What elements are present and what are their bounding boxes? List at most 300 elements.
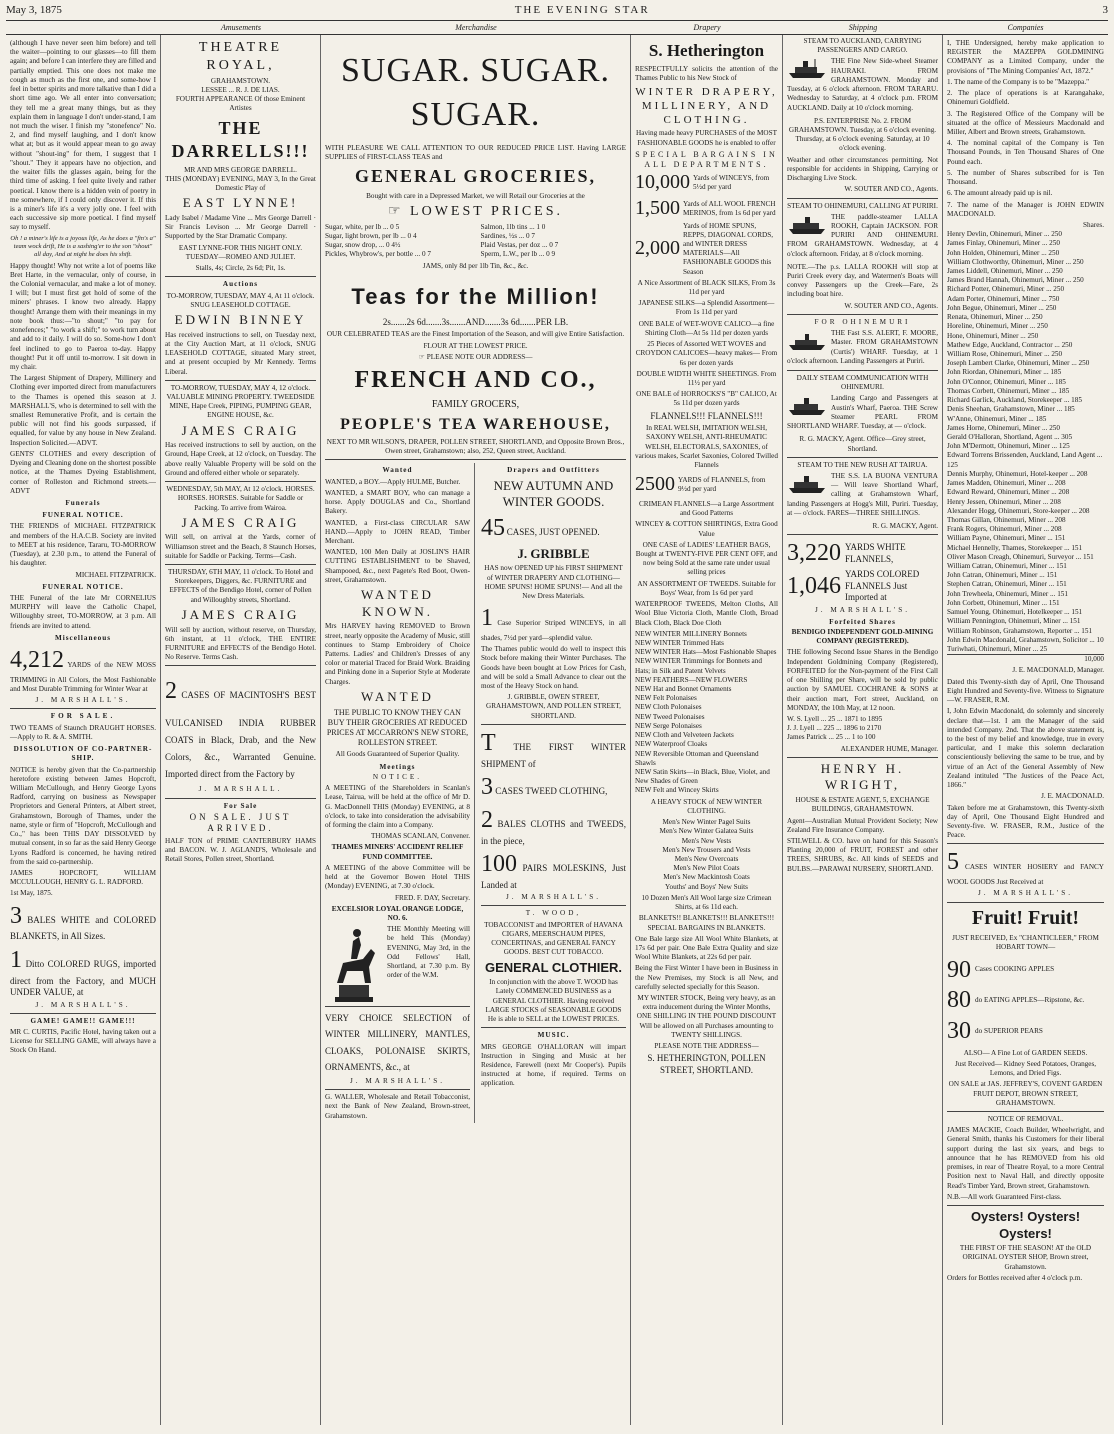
flannels-yards: 2500 bbox=[635, 473, 675, 496]
story-text: (although I have never seen him before) and tell the waiter—pointing to our glasses—to fill them again; and before I can interfere they are filled and partially emptied. This one does not make me cough as much as the first one, and some-how I feel in better spirits and more talkative than I did a short time ago. We all enter into conversation; they tell me a great many things, but as they explain them in language I don't under-stand, I am not much the wiser. I finish my "stonefence" No. 2, and find myself laughing, and I don't know what at; but as it would appear mean to go away without "shout-ing" for them, I suggest that I "shout." They it appears have no objection, and the waiter fills the glasses again, being for the third time of asking. I feel quite lively and rather poetical. I know there is a hidden vein of poetry in me somewhere, if I could only discover it. If this is a miner's life it's a very jolly one. I feel with each successive sip more poetical. I find myself say to myself. bbox=[10, 39, 156, 232]
price-row: Sardines, ½s ... 0 7 bbox=[480, 231, 536, 240]
advert-drapery: The Largest Shipment of Drapery, Millinery and Clothing ever imported direct from manufacturers to the Thames is opened this season at J. MARSHALL'S, who is determined to sell with the smallest Remunerative Profit, and is certain the public will not find his goods surpassed, if equalled, for value by any house in New Zealand. Inspection Solicited.—ADVT. bbox=[10, 374, 156, 447]
auctioneer-craig-2: JAMES CRAIG bbox=[181, 514, 300, 530]
shareholder-row: Richard Potter, Ohinemuri, Miner ... 250 bbox=[947, 285, 1065, 294]
auckland-agents: W. SOUTER AND CO., Agents. bbox=[844, 185, 938, 194]
list-item: 3. The Registered Office of the Company will be situated at the office of Messieurs Macdonald and Miller, Albert and Brown streets, Grahamstown. bbox=[947, 109, 1104, 136]
groceries-bought: Bought with care in a Depressed Market, we will Retail our Groceries at the bbox=[366, 191, 585, 200]
ditto-rugs: Ditto COLORED RUGS, imported direct from the Factory, and MUCH UNDER VALUE, at bbox=[10, 958, 156, 998]
moleskins: PAIRS MOLESKINS, Just Landed at bbox=[481, 863, 626, 890]
removal-heading: NOTICE OF REMOVAL. bbox=[987, 1115, 1064, 1124]
price-row: Plaid Vestas, per doz ... 0 7 bbox=[480, 241, 559, 250]
pearl-schedule: Landing Cargo and Passengers at Austin's Wharf, Paeroa. THE Screw Steamer PEARL FROM SHORTLAND WHARF. Tuesday, at — o'clock. bbox=[787, 394, 938, 431]
wood-name: T. WOOD, bbox=[525, 909, 582, 918]
declaration: I, John Edwin Macdonald, do solemnly and sincerely declare that—1st. I am the Manager of the said intended Company. 2nd. That the above statement is, to the best of my belief and knowledge, true in every particular, and I make this solemn declaration conscientiously believing the same to be true, and by virtue of an Act of the General Assembly of New Zealand intituled "The Justices of the Peace Act, 1866." bbox=[947, 707, 1104, 790]
buona-ventura-agent: R. G. MACKY, Agent. bbox=[872, 522, 938, 531]
col3-split bbox=[325, 463, 626, 1122]
wanted-heading: Wanted bbox=[382, 466, 413, 475]
shareholder-row: Adam Porter, Ohinemuri, Miner ... 750 bbox=[947, 294, 1060, 303]
winter-stock-discount: MY WINTER STOCK, Being very heavy, as an extra inducement during the Winter Months, ONE SHILLING IN THE POUND DISCOUNT Will be allowed on all Purchases amounting to TWENTY SHILLINGS. bbox=[636, 994, 777, 1039]
on-sale: ON SALE. JUST ARRIVED. bbox=[189, 811, 292, 834]
shirtings: WINCEY & COTTON SHIRTINGS, Extra Good Value bbox=[635, 520, 778, 538]
steamship-icon bbox=[787, 57, 827, 79]
blankets-bargains: SPECIAL BARGAINS IN BLANKETS. bbox=[647, 923, 766, 932]
waller-tobacconist: G. WALLER, Wholesale and Retail Tobacconist, next the Bank of New Zealand, Brown-street, Grahamstown. bbox=[325, 1093, 470, 1120]
shareholder-row: Thomas Gillan, Ohinemuri, Miner ... 208 bbox=[947, 515, 1066, 524]
list-item: 30 do SUPERIOR PEARS bbox=[947, 1018, 1043, 1044]
auction-1-when: TO-MORROW, TUESDAY, MAY 4, At 11 o'clock. SNUG LEASEHOLD COTTAGE. bbox=[166, 291, 315, 309]
page-number: 3 bbox=[1102, 4, 1108, 16]
daily-steam-heading: DAILY STEAM COMMUNICATION WITH OHINEMURI. bbox=[796, 374, 929, 392]
steamship-icon bbox=[787, 213, 827, 235]
colored-flannels-yards: 1,046 bbox=[787, 572, 841, 599]
shareholder-row: Stephen Catran, Ohinemuri, Miner ... 151 bbox=[947, 580, 1067, 589]
bales-cloths: BALES CLOTHS and TWEEDS, in the piece, bbox=[481, 818, 626, 846]
calico: ONE BALE of WET-WOVE CALICO—a fine Shirting Cloth—At 5s 11d per dozen yards bbox=[638, 319, 775, 337]
pearl-agent: R. G. MACKY, Agent. Office—Grey street, Shortland. bbox=[799, 435, 926, 453]
address-note: PLEASE NOTE THE ADDRESS— bbox=[654, 1042, 759, 1051]
for-sale-horses: TWO TEAMS of Staunch DRAUGHT HORSES.—Apply to R. & A. SMITH. bbox=[10, 723, 156, 741]
list-item: 4. The nominal capital of the Company is Ten Thousand Pounds, in Ten Thousand Shares of One Pound each. bbox=[947, 139, 1104, 166]
price-row: Salmon, 1lb tins ... 1 0 bbox=[480, 222, 546, 231]
shareholder-row: Oliver Mason Creagh, Ohinemuri, Surveyor ... 151 bbox=[947, 552, 1094, 561]
manager-signature: J. E. MACDONALD, Manager. bbox=[1012, 666, 1104, 675]
mazeppa-items bbox=[947, 78, 1104, 219]
list-item: Men's New Mackintosh Coats bbox=[663, 873, 750, 882]
oysters-headline: Oysters! Oysters! Oysters! bbox=[970, 1209, 1081, 1241]
drapers-outfitters-heading: Drapers and Outfitters bbox=[507, 466, 600, 475]
double-width: DOUBLE WIDTH WHITE SHEETINGS. From 11½ per yard bbox=[636, 369, 777, 388]
cases-opened: CASES, JUST OPENED. bbox=[506, 526, 600, 537]
list-item: 7. The name of the Manager is JOHN EDWIN MACDONALD. bbox=[947, 200, 1104, 218]
darrells-heading: THE DARRELLS!!! bbox=[171, 117, 310, 161]
groceries-heading: GENERAL GROCERIES, bbox=[354, 166, 597, 187]
list-item: NEW FEATHERS—NEW FLOWERS bbox=[635, 675, 748, 684]
peoples-tea-warehouse: PEOPLE'S TEA WAREHOUSE, bbox=[340, 415, 611, 433]
wright-details: HOUSE & ESTATE AGENT, 5, EXCHANGE BUILDINGS, GRAHAMSTOWN. bbox=[795, 796, 930, 814]
shareholder-row: Renata, Ohinemuri, Miner ... 250 bbox=[947, 313, 1043, 322]
wanted-known-text: Mrs HARVEY having REMOVED to Brown street, nearly opposite the Academy of Music, still continues to Stamp Embroidery of Choice Patterns. Ladies' and Children's Dresses of any color or material Traced for Braid Work. Braiding and Pinking done in a Superior Style at Moderate Charges. bbox=[325, 622, 470, 686]
advert-dyeing: GENTS' CLOTHES and every description of Dyeing and Cleaning done on the shortest possible notice, at the Thames Dyeing Establishment, corner of Rolleston and Richmond streets.—ADVT bbox=[10, 449, 156, 495]
wanted-boy: WANTED, a BOY.—Apply HULME, Butcher. bbox=[325, 477, 461, 486]
steamship-icon bbox=[787, 472, 827, 494]
oysters-shop: THE FIRST OF THE SEASON! AT the OLD ORIGINAL OYSTER SHOP, Brown street, Grahamstown. bbox=[959, 1244, 1092, 1271]
verse: Oh ! a miner's life is a joyous life, As he does a "fin's a" team wock drift, He is a sashing'er to the son "shout" all day, And at night he does his shift. bbox=[10, 234, 156, 259]
shareholder-row: Henry Jessen, Ohinemuri, Miner ... 208 bbox=[947, 497, 1061, 506]
list-item: 5. The number of Shares subscribed for is Ten Thousand. bbox=[947, 168, 1104, 187]
millinery-selection: VERY CHOICE SELECTION of WINTER MILLINERY, MANTLES, CLOAKS, POLONAISE SKIRTS, ORNAMENTS, &c., at bbox=[325, 1013, 470, 1072]
list-item: Men's New Overcoats bbox=[674, 854, 739, 863]
column-4 bbox=[631, 35, 783, 1425]
family-grocers: FAMILY GROCERS, bbox=[431, 398, 520, 410]
wanted-column bbox=[325, 463, 475, 1122]
french-address: NEXT TO MR WILSON'S, DRAPER, POLLEN STREET, SHORTLAND, and Opposite Brown Bros., Owen street, Grahamstown; also, 252, Queen street, Auckland. bbox=[326, 438, 625, 456]
auctioneer-craig: JAMES CRAIG bbox=[181, 422, 300, 438]
jeffrey-depot: ON SALE at JAS. JEFFREY'S, COVENT GARDEN FRUIT DEPOT, BROWN STREET, GRAHAMSTOWN. bbox=[948, 1080, 1103, 1107]
game-notice: MR C. CURTIS, Pacific Hotel, having taken out a License for SELLING GAME, will always have a Stock On Hand. bbox=[10, 1028, 156, 1055]
white-flannels-yards: 3,220 bbox=[787, 540, 841, 567]
shareholder-row: John Holden, Ohinemuri, Miner ... 250 bbox=[947, 248, 1060, 257]
misc-quantity: 4,212 bbox=[10, 647, 64, 674]
bales-signature: J. MARSHALL'S. bbox=[35, 1000, 131, 1009]
gribble-winceys: Case Superior Striped WINCEYS, in all shades, 7½d per yard—splendid value. bbox=[481, 619, 626, 642]
shareholder-row: Horeline, Ohinemuri, Miner ... 250 bbox=[947, 322, 1048, 331]
new-items-list bbox=[635, 630, 778, 796]
wet-woves: 25 Pieces of Assorted WET WOVES and CROYDON CALICOES—heavy makes— From 6s per dozen yards bbox=[635, 340, 778, 367]
section-amusements: Amusements bbox=[221, 23, 261, 32]
merinos-yards: 1,500 bbox=[635, 196, 680, 219]
newspaper-title: THE EVENING STAR bbox=[514, 4, 650, 16]
horrocks-calico: ONE BALE of HORROCKS'S "B" CALICO, At 5s 11d per dozen yards bbox=[636, 390, 777, 408]
price-row: Sugar, white, per lb ... 0 5 bbox=[325, 222, 400, 231]
shareholder-row: William Pennington, Ohinemuri, Miner ... 151 bbox=[947, 617, 1081, 626]
gribble-text: HAS now OPENED UP his FIRST SHIPMENT of WINTER DRAPERY AND CLOTHING— HOME SPUNS! HOME SPUNS!— And all the New Dress Materials. bbox=[484, 564, 623, 600]
shareholder-row: Alexander Hogg, Ohinemuri, Store-keeper ... 208 bbox=[947, 506, 1090, 515]
relief-signature: FRED. F. DAY, Secretary. bbox=[394, 893, 470, 902]
section-companies: Companies bbox=[1007, 23, 1044, 32]
list-item: NEW Cloth and Velveteen Jackets bbox=[635, 731, 734, 740]
darrells-names: MR AND MRS GEORGE DARRELL. bbox=[184, 165, 297, 174]
shareholder-row: Frank Rogers, Ohinemuri, Miner ... 208 bbox=[947, 525, 1062, 534]
hosiery-count: 5 bbox=[947, 849, 959, 876]
auctioneer-binney: EDWIN BINNEY bbox=[174, 312, 307, 327]
list-item: Youths' and Boys' New Suits bbox=[665, 882, 748, 891]
wanted-2: WANTED bbox=[361, 688, 434, 704]
auction-3-when: WEDNESDAY, 5th MAY, At 12 o'clock. HORSES. HORSES. HORSES. Suitable for Saddle or Packing. To arrive from Wairoa. bbox=[166, 485, 315, 512]
for-sale-heading: FOR SALE. bbox=[50, 712, 116, 721]
dated-witness: Dated this Twenty-sixth day of April, One Thousand Eight Hundred and Seventy-five. Witness to Signature—W. FRASER, R.M. bbox=[947, 677, 1104, 705]
list-item: 6. The amount already paid up is nil. bbox=[947, 189, 1053, 198]
heavy-stock: A HEAVY STOCK of NEW WINTER CLOTHING. bbox=[650, 797, 763, 815]
forfeited-shares-heading: Forfeited Shares bbox=[829, 617, 896, 626]
gribble-name: J. GRIBBLE bbox=[517, 545, 590, 561]
please-note: PLEASE NOTE OUR ADDRESS— bbox=[426, 352, 533, 361]
price-list-intro: WITH PLEASURE WE CALL ATTENTION TO OUR REDUCED PRICE LIST. Having LARGE SUPPLIES of FIRST-CLASS TEAS and bbox=[325, 144, 626, 162]
funeral-notice-heading-2: FUNERAL NOTICE. bbox=[42, 582, 124, 591]
list-item: Men's New Vests bbox=[681, 836, 732, 845]
general-clothier: GENERAL CLOTHIER. bbox=[485, 959, 622, 975]
relief-heading: THAMES MINERS' ACCIDENT RELIEF FUND COMMITTEE. bbox=[331, 843, 464, 861]
tairua-heading: STEAM TO THE NEW RUSH AT TAIRUA. bbox=[797, 460, 928, 469]
misc-signature: J. MARSHALL'S. bbox=[35, 696, 131, 705]
column-2: THEATRE ROYAL, GRAHAMSTOWN. LESSEE ... R. J. DE LIAS. FOURTH APPEARANCE Of those Eminent Artistes THE DARRELLS!!! MR AND MRS GEORGE DARRELL. THIS (MONDAY) EVENING, MAY 3, In the Great Domestic Play of EAST LYNNE! Lady Isabel / Madame Vine ... Mrs George Darrell · Sir Francis Levison ... Mr George Darrell · Supported by the Star Dramatic Company. EAST LYNNE-FOR THIS NIGHT ONLY. TUESDAY—ROMEO AND JULIET. Stalls, 4s; Circle, 2s 6d; Pit, 1s. Auctions TO-MORROW, TUESDAY, MAY 4, At 11 o'clock. SNUG LEASEHOLD COTTAGE. EDWIN BINNEY Has received instructions to sell, on Tuesday next, at the City Auction Mart, at 11 o'clock, SNUG LEASEHOLD COTTAGE, situated Mary street, and at present occupied by Mr Kennedy. Terms Liberal. TO-MORROW, TUESDAY, MAY 4, 12 o'clock. VALUABLE MINING PROPERTY. TWEEDSIDE MINE, Hape Creek, PIPING, PUMPING GEAR, ENGINE HOUSE, &c. JAMES CRAIG Has received instructions to sell by auction, on the Ground, Hape Creek, at 12 o'clock, on Tuesday. The above really Valuable Property will be sold on the Ground and offered either whole or separately. WEDNESDAY, 5th MAY, At 12 o'clock. HORSES. HORSES. HORSES. Suitable for Saddle or Packing. To arrive from Wairoa. JAMES CRAIG Will sell, on arrival at the Yards, corner of Williamson street and the Beach, 8 Staunch Horses, suitable for Saddle or Packing. Terms—Cash. THURSDAY, 6TH MAY, 11 o'clock. To Hotel and Storekeepers, Diggers, &c. FURNITURE and EFFECTS of the Bendigo Hotel, corner of Pollen and Willoughby streets, Shortland. JAMES CRAIG Will sell by auction, without reserve, on Thursday, 6th instant, at 11 o'clock, THE ENTIRE FURNITURE and EFFECTS of the Bendigo Hotel. No Reserve. Terms Cash. 2 CASES OF MACINTOSH'S BEST VULCANISED INDIA RUBBER COATS in Black, Drab, and the New Colors, &c., Warranted Genuine. Imported direct from the Factory by J. MARSHALL. For Sale ON SALE. JUST ARRIVED. HALF TON of PRIME CANTERBURY HAMS and BACON. W. J. AGLAND'S, Wholesale and Retail Stores, Pollen street, Shortland. bbox=[161, 35, 321, 1425]
removal-text: JAMES MACKIE, Coach Builder, Wheelwright, and General Smith, thanks his Customers for their liberal support during the last six years, and begs to announce that he has REMOVED from his old premises, in rear of Theatre Royal, to a more Central Position next to Naval Hall, and directly opposite Read's Timber Yard, Brown street, Grahamstown. bbox=[947, 1126, 1104, 1190]
list-item: NEW Felt Polonaises bbox=[635, 694, 697, 703]
teas-headline: Teas for the Million! bbox=[351, 283, 600, 309]
pointing-hand-icon: ☞ bbox=[418, 352, 425, 361]
for-ohinemuri-heading: FOR OHINEMURI bbox=[814, 317, 911, 326]
waterproof-tweeds: WATERPROOF TWEEDS, Melton Cloths, All Wool Blue Victoria Cloth, Mantle Cloth, Broad Black Cloth, Black Doe Cloth bbox=[635, 600, 778, 627]
section-headers bbox=[6, 21, 1108, 35]
steamship-icon bbox=[787, 329, 827, 351]
shareholder-row: Mathew Edge, Auckland, Contractor ... 250 bbox=[947, 340, 1073, 349]
forfeited-table bbox=[787, 715, 938, 743]
auction-2-when: TO-MORROW, TUESDAY, MAY 4, 12 o'clock. VALUABLE MINING PROPERTY. TWEEDSIDE MINE, Hape Creek, PIPING, PUMPING GEAR, ENGINE HOUSE, &c. bbox=[166, 383, 315, 420]
list-item: NEW WINTER Hats—Most Fashionable Shapes bbox=[635, 648, 777, 657]
drapers-column: Drapers and Outfitters NEW AUTUMN AND WINTER GOODS. 45 CASES, JUST OPENED. J. GRIBBLE HAS now OPENED UP his FIRST SHIPMENT of WINTER DRAPERY AND CLOTHING— HOME SPUNS! HOME SPUNS!— And all the New Dress Materials. 1 Case Superior Striped WINCEYS, in all shades, 7½d per yard—splendid value. The Thames public would do well to inspect this Stock before making their Winter Purchases. The Goods have been bought at Low Prices for Cash, and will be sold a Small Advance to clear out the most of the Heavy Stock on hand. J. GRIBBLE, OWEN STREET, GRAHAMSTOWN, AND POLLEN STREET, SHORTLAND. T THE FIRST WINTER SHIPMENT of 3 CASES TWEED CLOTHING, 2 BALES CLOTHS and TWEEDS, in the piece, 100 PAIRS MOLESKINS, Just Landed at J. MARSHALL'S. T. WOOD, TOBACCONIST and IMPORTER of HAVANA CIGARS, MEERSCHAUM PIPES, CONCERTINAS, and GENERAL FANCY GOODS. BEST CUT TOBACCO. GENERAL CLOTHIER. In conjunction with the above T. WOOD has Lately COMMENCED BUSINESS as a GENERAL CLOTHIER. Having received LARGE STOCKS of SEASONABLE GOODS He is able to SELL at the LOWEST PRICES. MUSIC. MRS GEORGE O'HALLORAN will impart Instruction in Singing and Music at her Residence, Farewell (next Mr Cooper's). Pupils instructed at home, if required. Terms on application. bbox=[481, 466, 626, 1088]
taken-before: Taken before me at Grahamstown, this Twenty-sixth day of April, One Thousand Eight Hundred and Seventy-five. W. FRASER, R.M., Justice of the Peace. bbox=[947, 803, 1104, 840]
shareholder-row: Michael Hennelly, Thames, Storekeeper ... 151 bbox=[947, 543, 1083, 552]
ticket-prices: Stalls, 4s; Circle, 2s 6d; Pit, 1s. bbox=[195, 264, 286, 273]
hetherington-intro: RESPECTFULLY solicits the attention of the Thames Public to his New Stock of bbox=[635, 64, 778, 82]
wanted-smart-boy: WANTED, a SMART BOY, who can manage a horse. Apply DOUGLAS and Co., Shortland Bakery. bbox=[325, 488, 470, 516]
list-item: NEW WINTER MILLINERY Bonnets bbox=[635, 629, 747, 638]
shareholder-row: Joseph Lambert Clarke, Ohinemuri, Miner ... 250 bbox=[947, 359, 1090, 368]
lodge-heading: EXCELSIOR LOYAL ORANGE LODGE, NO. 6. bbox=[331, 904, 464, 922]
dissolution-date: 1st May, 1875. bbox=[10, 889, 53, 898]
flannels-signature: J. MARSHALL'S. bbox=[814, 605, 910, 614]
price-list-left bbox=[325, 223, 471, 260]
funeral-notice-heading: FUNERAL NOTICE. bbox=[42, 511, 124, 520]
tweeds-assortment: AN ASSORTMENT OF TWEEDS. Suitable for Boys' Wear, from 1s 6d per yard bbox=[637, 579, 776, 597]
price-row: Sperm, L.W., per lb ... 0 9 bbox=[480, 250, 556, 259]
list-item: 1. The name of the Company is to be "Mazeppa." bbox=[947, 77, 1090, 86]
auckland-conditions: Weather and other circumstances permitting. Not responsible for accidents in Shipping, Carrying or Discharging Live Stock. bbox=[787, 155, 938, 183]
lowest-prices: LOWEST PRICES. bbox=[410, 203, 564, 219]
meetings-heading: Meetings bbox=[379, 762, 416, 771]
shareholder-row: John Trewheela, Ohinemuri, Miner ... 151 bbox=[947, 589, 1068, 598]
list-item: NEW Satin Skirts—in Black, Blue, Violet, and New Shades of Green bbox=[635, 768, 770, 786]
wright-agency: Agent—Australian Mutual Provident Society; New Zealand Fire Insurance Company. bbox=[787, 816, 938, 834]
tweed-clothing: CASES TWEED CLOTHING, bbox=[495, 786, 608, 797]
list-item: NEW WINTER Trimmed Hats bbox=[635, 638, 724, 647]
hams-bacon: HALF TON of PRIME CANTERBURY HAMS and BACON. W. J. AGLAND'S, Wholesale and Retail Stores, Pollen street, Shortland. bbox=[165, 836, 316, 864]
miscellaneous-heading: Miscellaneous bbox=[54, 633, 112, 642]
jams-price: JAMS, only 8d per 1lb Tin, &c., &c. bbox=[422, 261, 529, 270]
shareholder-row: William Robinson, Grahamstown, Reporter ... 151 bbox=[947, 626, 1093, 635]
shareholder-row: William Payne, Ohinemuri, Miner ... 151 bbox=[947, 534, 1066, 543]
marshall-signature: J. MARSHALL'S. bbox=[505, 893, 601, 902]
white-flannels: YARDS WHITE FLANNELS, bbox=[845, 542, 906, 564]
fruit-headline: Fruit! Fruit! bbox=[971, 906, 1080, 929]
kidney-potatoes: Just Received— Kidney Seed Potatoes, Oranges, Lemons, and Dried Figs. bbox=[954, 1059, 1097, 1078]
shareholder-row: Turiwhati, Ohinemuri, Miner ... 25 bbox=[947, 645, 1048, 653]
shareholders-list bbox=[947, 230, 1104, 654]
shareholder-row: Henry Devlin, Ohinemuri, Miner ... 250 bbox=[947, 230, 1062, 239]
just-received: JUST RECEIVED, Ex "CHANTICLEER," FROM HOBART TOWN— bbox=[952, 934, 1099, 952]
mens-list bbox=[635, 818, 778, 892]
sugar-headline: SUGAR. SUGAR. SUGAR. bbox=[341, 52, 610, 133]
auckland-heading: STEAM TO AUCKLAND, CARRYING PASSENGERS AND CARGO. bbox=[803, 37, 922, 55]
shareholder-row: Thomas Corbett, Ohinemuri, Miner ... 185 bbox=[947, 386, 1070, 395]
music-text: MRS GEORGE O'HALLORAN will impart Instruction in Singing and Music at her Residence, Farewell (next Mr Cooper's). Pupils instructed at home, if required. Terms on application. bbox=[481, 1042, 626, 1088]
hetherington-name: S. Hetherington bbox=[648, 41, 765, 60]
table-row: W. S. Lyell ... 25 ... 1871 to 1895 bbox=[787, 714, 883, 723]
mazeppa-application: I, THE Undersigned, hereby make application to REGISTER the MAZEPPA GOLDMINING COMPANY as a Limited Company, under the provisions of "The Mining Companies' Act, 1872." bbox=[947, 39, 1104, 75]
price-table bbox=[325, 223, 626, 260]
wanted-men: WANTED, 100 Men Daily at JOSLIN'S HAIR CUTTING ESTABLISHMENT to be Shaved, Shampooed, &c., next Pagete's Red Boot, Owen-street, Grahamstown. bbox=[325, 548, 470, 584]
bendigo-manager: ALEXANDER HUME, Manager. bbox=[840, 744, 938, 753]
declaration-signature: J. E. MACDONALD. bbox=[1041, 792, 1104, 801]
merinos-text: Yards of ALL WOOL FRENCH MERINOS, from 1s 6d per yard bbox=[683, 199, 776, 217]
list-item: NEW Reversible Ottoman and Queensland Shawls bbox=[635, 749, 759, 767]
bendigo-heading: BENDIGO INDEPENDENT GOLD-MINING COMPANY (REGISTERED). bbox=[791, 627, 934, 646]
shareholder-row: William Rose, Ohinemuri, Miner ... 250 bbox=[947, 350, 1063, 358]
shareholder-row: Dennis Murphy, Ohinemuri, Hotel-keeper ... 208 bbox=[947, 469, 1088, 478]
enterprise-schedule: P.S. ENTERPRISE No. 2. FROM GRAHAMSTOWN. Tuesday, at 6 o'clock evening. Thursday, at 6 o'clock evening. Saturday, at 10 o'clock evening. bbox=[788, 116, 937, 153]
funerals-heading: Funerals bbox=[65, 499, 101, 507]
shareholder-row: James Horne, Ohinemuri, Miner ... 250 bbox=[947, 423, 1060, 432]
macintosh-coats: CASES OF MACINTOSH'S BEST VULCANISED INDIA RUBBER COATS in Black, Drab, and the New Colors, &c., Warranted Genuine. Imported direct from the Factory by bbox=[165, 690, 316, 780]
winceys-text: Yards of WINCEYS, from 5½d per yard bbox=[693, 173, 770, 192]
price-list-right bbox=[481, 223, 627, 260]
section-shipping: Shipping bbox=[848, 23, 878, 32]
theatre-town: GRAHAMSTOWN. bbox=[210, 76, 271, 85]
first-winter-text: Being the First Winter I have been in Business in the New Premises, my Stock is all New, and carefully selected specially for this Season. bbox=[635, 964, 778, 991]
heavy-purchases: Having made heavy PURCHASES of the MOST FASHIONABLE GOODS he is enabled to offer bbox=[636, 129, 777, 147]
shareholder-row: James Madden, Ohinemuri, Miner ... 208 bbox=[947, 479, 1066, 488]
notice-heading: NOTICE. bbox=[372, 772, 423, 781]
play-announcement: THIS (MONDAY) EVENING, MAY 3, In the Great Domestic Play of bbox=[165, 174, 316, 193]
blankets-heading: BLANKETS!! BLANKETS!!! BLANKETS!!! bbox=[638, 914, 775, 923]
first-winter-shipment: THE FIRST WINTER SHIPMENT of bbox=[481, 741, 626, 769]
colored-flannels: YARDS COLORED FLANNELS Just Imported at bbox=[845, 569, 920, 603]
list-item: NEW Cloth Polonaises bbox=[635, 703, 702, 712]
shareholder-row: Richard Garlick, Auckland, Storekeeper ... 185 bbox=[947, 396, 1082, 405]
column-5 bbox=[783, 35, 943, 1425]
list-item: Men's New Pilot Coats bbox=[673, 864, 740, 873]
shareholder-row: John M'Dermott, Ohinemuri, Miner ... 125 bbox=[947, 442, 1070, 451]
flour-price: FLOUR AT THE LOWEST PRICE. bbox=[423, 341, 528, 350]
dissolution-signatures: JAMES HOPCROFT, WILLIAM MCCULLOUGH, HENRY G. L. RADFORD. bbox=[10, 868, 156, 887]
list-item: Men's New Trousers and Vests bbox=[662, 845, 751, 854]
work-guaranteed: N.B.—All work Guaranteed First-class. bbox=[947, 1192, 1062, 1201]
equestrian-statue-icon bbox=[325, 923, 383, 1003]
gribble-signature: J. GRIBBLE, OWEN STREET, GRAHAMSTOWN, AND POLLEN STREET, SHORTLAND. bbox=[486, 693, 621, 720]
oysters-orders: Orders for Bottles received after 4 o'clock p.m. bbox=[947, 1273, 1083, 1282]
table-row: James Patrick ... 25 ... 1 to 100 bbox=[787, 733, 876, 742]
list-item: NEW Felt and Wincey Skirts bbox=[635, 786, 719, 795]
notice-text: A MEETING of the Shareholders in Scanlan's Lease, Tairua, will be held at the office of Mr D. G. MacDonnell THIS (Monday) EVENING, at 8 o'clock, to take into consideration the advisability of forming the claim into a Company. bbox=[325, 784, 470, 829]
funeral-notice-1: THE FRIENDS of MICHAEL FITZPATRICK and members of the H.A.C.B. Society are invited to MEET at his residence, Tararu, TO-MORROW (Tuesday), at 2.30 p.m., to attend the Funeral of his daughter. bbox=[10, 522, 156, 568]
auction-1-details: Has received instructions to sell, on Tuesday next, at the City Auction Mart, at 11 o'clock, SNUG LEASEHOLD COTTAGE, situated Mary street, and at present occupied by Mr Kennedy. Terms Liberal. bbox=[165, 330, 316, 376]
table-row: J. J. Lyell ... 225 ... 1896 to 2170 bbox=[787, 724, 882, 733]
lalla-rookh-note: NOTE.—The p.s. LALLA ROOKH will stop at Puriri Creek every day, and Watermen's Boats will convey Passengers up the Creek—Fare, 2s including boat hire. bbox=[787, 262, 938, 299]
shareholder-row: Denis Sheehan, Grahamstown, Miner ... 185 bbox=[947, 405, 1075, 414]
shareholder-row: James Liddell, Ohinemuri, Miner ... 250 bbox=[947, 267, 1063, 276]
auction-4-when: THURSDAY, 6TH MAY, 11 o'clock. To Hotel and Storekeepers, Diggers, &c. FURNITURE and EFFECTS of the Bendigo Hotel, corner of Pollen and Willoughby streets, Shortland. bbox=[168, 568, 313, 604]
list-item: NEW Hat and Bonnet Ornaments bbox=[635, 685, 732, 694]
auction-3-details: Will sell, on arrival at the Yards, corner of Williamson street and the Beach, 8 Staunch Horses, suitable for Saddle or Packing. Terms—Cash. bbox=[165, 533, 316, 560]
gribble-thames: The Thames public would do well to inspect this Stock before making their Winter Purchases. The Goods have been bought at Low Prices for Cash, and will be sold a Small Advance to clear out the most of the Heavy Stock on hand. bbox=[481, 645, 626, 690]
auctioneer-craig-3: JAMES CRAIG bbox=[181, 606, 300, 622]
garden-seeds: ALSO— A Fine Lot of GARDEN SEEDS. bbox=[963, 1048, 1088, 1057]
shareholder-row: William Catran, Ohinemuri, Miner ... 151 bbox=[947, 562, 1067, 571]
cast-list: Lady Isabel / Madame Vine ... Mrs George Darrell · Sir Francis Levison ... Mr George Darrell · Supported by the Star Dramatic Company. bbox=[165, 214, 316, 241]
price-row: Sugar, light brown, per lb ... 0 4 bbox=[325, 231, 417, 240]
list-item: 2. The place of operations is at Karangahake, Ohinemuri Goldfield. bbox=[947, 89, 1104, 107]
list-item: 80 do EATING APPLES—Ripstone, &c. bbox=[947, 987, 1085, 1014]
flannels-heading: FLANNELS!!! FLANNELS!!! bbox=[650, 410, 763, 421]
dissolution-heading: DISSOLUTION OF CO-PARTNER-SHIP. bbox=[13, 745, 153, 763]
hosiery-text: CASES WINTER HOSIERY and FANCY WOOL GOODS Just Received at bbox=[947, 863, 1105, 887]
masthead bbox=[6, 4, 1108, 21]
black-silks: A Nice Assortment of BLACK SILKS, From 3s 11d per yard bbox=[637, 278, 776, 297]
for-sale-heading-2: For Sale bbox=[223, 801, 258, 810]
shares-total: 10,000 bbox=[947, 654, 1104, 664]
japanese-silks: JAPANESE SILKS—a Splendid Assortment— From 1s 11d per yard bbox=[638, 299, 775, 317]
shareholder-row: John Corbett, Ohinemuri, Miner ... 151 bbox=[947, 598, 1060, 607]
shareholder-row: John Riordan, Ohinemuri, Miner ... 185 bbox=[947, 368, 1062, 377]
list-item: NEW Waterproof Cloaks bbox=[635, 740, 708, 749]
auction-4-details: Will sell by auction, without reserve, on Thursday, 6th instant, at 11 o'clock, THE ENTIRE FURNITURE and EFFECTS of the Bendigo Hotel. No Reserve. Terms Cash. bbox=[165, 625, 316, 662]
ohinemuri-heading: STEAM TO OHINEMURI, CALLING AT PURIRI. bbox=[787, 201, 938, 210]
shareholder-row: John Begue, Ohinemuri, Miner ... 250 bbox=[947, 303, 1057, 312]
list-item: NEW Tweed Polonaises bbox=[635, 712, 705, 721]
wright-name: HENRY H. WRIGHT, bbox=[820, 760, 905, 793]
winceys-yards: 10,000 bbox=[635, 171, 690, 194]
column-3 bbox=[321, 35, 631, 1425]
apples-list bbox=[947, 955, 1104, 1047]
hosiery-signature: J. MARSHALL'S. bbox=[977, 889, 1073, 898]
list-item: NEW WINTER Trimmings for Bonnets and Hats; in Silk and Patent Velvets bbox=[635, 657, 762, 675]
clothier-text: In conjunction with the above T. WOOD has Lately COMMENCED BUSINESS as a GENERAL CLOTHIER. Having received LARGE STOCKS of SEASONABLE GOODS He is able to SELL at the LOWEST PRICES. bbox=[485, 978, 622, 1024]
misc-moss-trimming: YARDS of the NEW MOSS TRIMMING in All Colors, the Most Fashionable and Most Durable Trimming for Winter Wear at bbox=[10, 661, 156, 693]
column-1: (although I have never seen him before) and tell the waiter—pointing to our glasses—to fill them again; and before I can interfere they are filled and partially emptied. This one does not make me cough as much as the first one, and some-how I feel in better spirits and more talkative than I did a short time ago. We all enter into conversation; they tell me a great many things, but as they explain them in language I don't under-stand, I am not much the wiser. I finish my "stonefence" No. 2, and find myself laughing, and I don't know what at; but as it would appear mean to go away without "shout-ing" for them, I suggest that I "shout." They it appears have no objection, and the waiter fills the glasses again, being for the third time of asking. I feel quite lively and rather poetical. I know there is a hidden vein of poetry in me somewhere, if I could only discover it. If this is a miner's life it's a very jolly one. I feel with each successive sip more poetical. I find myself say to myself. Oh ! a miner's life is a joyous life, As he does a "fin's a" team wock drift, He is a sashing'er to the son "shout" all day, And at night he does his shift. Happy thought! Why not write a lot of poems like Bret Harte, in the vernacular, only of course, in the Colonial vernacular, and make a lot of money. I will; but I must first get hold of some of the miners' phrases. I know two already. Happy thought! Arrange them with their meanings in my note book thus:—"to shout;" "to pay for stonefences;" "to work a shift;" to work turn about and add to it daily. I will do so. Some-how I don't feel inclined to go to Paeroa to-day. Happy thought! Put it off until to-morrow. I sit down in my chair. The Largest Shipment of Drapery, Millinery and Clothing ever imported direct from manufacturers to the Thames is opened this season at J. MARSHALL'S, who is determined to sell with the smallest Remunerative Profit, and is certain the public will not find his goods surpassed, if equalled, for value by any house in New Zealand. Inspection Solicited.—ADVT. GENTS' CLOTHES and every description of Dyeing and Cleaning done on the shortest possible notice, at the Thames Dyeing Establishment, corner of Rolleston and Richmond streets.—ADVT Funerals FUNERAL NOTICE. THE FRIENDS of MICHAEL FITZPATRICK and members of the H.A.C.B. Society are invited to MEET at his residence, Tararu, TO-MORROW (Tuesday), at 2.30 p.m., to attend the Funeral of his daughter. MICHAEL FITZPATRICK. FUNERAL NOTICE. THE Funeral of the late Mr CORNELIUS MURPHY will leave the Catholic Chapel, Willoughby street, TO-MORROW, at 3 p.m. All friends are invited to attend. Miscellaneous 4,212 YARDS of the NEW MOSS TRIMMING in All Colors, the Most Fashionable and Most Durable Trimming for Winter Wear at J. MARSHALL'S. FOR SALE. TWO TEAMS of Staunch DRAUGHT HORSES.—Apply to R. & A. SMITH. DISSOLUTION OF CO-PARTNER-SHIP. NOTICE is hereby given that the Co-partnership heretofore existing between James Hopcroft, William McCullough, and Henry George Lyons Radford, carrying on business as Newspaper Proprietors and General Printers, at Albert street, Grahamstown, Borough of Thames, under the name, style or firm of "Hopcroft, McCullough and Co.," has been THIS DAY DISSOLVED by mutual consent, in so far as the said Henry George Lyons Radford is concerned, he having retired from the said co-partnership. JAMES HOPCROFT, WILLIAM MCCULLOUGH, HENRY G. L. RADFORD. 1st May, 1875. 3 BALES WHITE and COLORED BLANKETS, in All Sizes. 1 Ditto COLORED RUGS, imported direct from the Factory, and MUCH UNDER VALUE, at J. MARSHALL'S. GAME! GAME!! GAME!!! MR C. CURTIS, Pacific Hotel, having taken out a License for SELLING GAME, will always have a Stock On Hand. bbox=[6, 35, 161, 1425]
flannels-list: In REAL WELSH, IMITATION WELSH, SAXONY WELSH, ANTI-RHEUMATIC WELSH, ELECTORALS, SAXONIES, of various makes, Scarlet Saxonies, Colored Twilled Flannels bbox=[635, 424, 778, 470]
pointing-hand-icon: ☞ bbox=[387, 203, 404, 219]
theatre-appearance: FOURTH APPEARANCE Of those Eminent Artistes bbox=[175, 95, 306, 113]
bendigo-text: THE following Second Issue Shares in the Bendigo Independent Goldmining Company (Registered), FORFEITED for the Non-payment of the First Call of one Shilling per Share, will be sold by public auction by SAMUEL COCHRANE & SONS at their auction mart, Fort street, Auckland, on MONDAY, the 10th May, at 12 noon. bbox=[787, 648, 938, 712]
section-merchandise: Merchandise bbox=[455, 23, 497, 32]
tonight-notice: EAST LYNNE-FOR THIS NIGHT ONLY. TUESDAY—ROMEO AND JULIET. bbox=[178, 243, 303, 261]
list-item: Men's New Winter Pagel Suits bbox=[662, 818, 751, 827]
section-drapery: Drapery bbox=[693, 23, 721, 32]
public-groceries: THE PUBLIC TO KNOW THEY CAN BUY THEIR GROCERIES AT REDUCED PRICES AT MCCARRON'S NEW STORE, ROLLESTON STREET. bbox=[326, 707, 469, 748]
story-text-2: Happy thought! Why not write a lot of poems like Bret Harte, in the vernacular, only of course, in the Colonial vernacular, and make a lot of money. I will; but I must first get hold of some of the miners' phrases. I know two already. Happy thought! Arrange them with their meanings in my note book thus:—"to shout;" "to pay for stonefences;" "to work a shift;" to work turn about and add to it daily. I will do so. Some-how I don't feel inclined to go to Paeroa to-day. Happy thought! Put it off until to-morrow. I sit down in my chair. bbox=[10, 261, 156, 371]
price-row: Pickles, Whybrow's, per bottle ... 0 7 bbox=[325, 250, 431, 259]
shareholder-row: John Catran, Ohinemuri, Miner ... 151 bbox=[947, 571, 1058, 580]
auction-2-details: Has received instructions to sell by auction, on the Ground, Hape Creek, at 12 o'clock, on Tuesday. The above really Valuable Property will be sold on the Ground and offered either whole or separately. bbox=[165, 441, 316, 477]
special-bargains: SPECIAL BARGAINS IN ALL DEPARTMENTS. bbox=[635, 149, 778, 170]
lalla-rookh-schedule: THE paddle-steamer LALLA ROOKH, Captain JACKSON. FOR PURIRI AND OHINEMURI. FROM GRAHAMSTOWN. Wednesday, at 4 o'clock afternoon. Friday, at 8 o'clock morning. bbox=[787, 212, 938, 258]
price-row: Sugar, snow drop, ... 0 4½ bbox=[325, 241, 401, 250]
relief-text: A MEETING of the above Committee will be held at the Governor Bowen Hotel THIS (Monday) EVENING, at 7.30 o'clock. bbox=[325, 863, 470, 891]
funeral-notice-1-signature: MICHAEL FITZPATRICK. bbox=[75, 570, 156, 579]
wanted-saw-hand: WANTED, a First-class CIRCULAR SAW HAND.—Apply to JOHN READ, Timber Merchant. bbox=[325, 518, 470, 545]
shareholder-row: Edward Reward, Ohinemuri, Miner ... 208 bbox=[947, 488, 1070, 497]
hetherington-signature: S. HETHERINGTON, POLLEN STREET, SHORTLAND. bbox=[647, 1053, 766, 1075]
shareholder-row: James Finlay, Ohinemuri, Miner ... 250 bbox=[947, 239, 1060, 248]
leather-bags: ONE CASE of LADIES' LEATHER BAGS, Bought at TWENTY-FIVE PER CENT OFF, and now being Sold at the same rate under usual selling prices bbox=[635, 540, 778, 577]
shareholder-row: W'Anne, Ohinemuri, Miner ... 185 bbox=[947, 414, 1047, 423]
list-item: Men's New Winter Galatea Suits bbox=[659, 827, 754, 836]
theatre-title: THEATRE ROYAL, bbox=[198, 40, 283, 73]
alert-schedule: THE Fast S.S. ALERT, F. MOORE, Master. FROM GRAHAMSTOWN (Curtis') WHARF. Tuesday, at 1 o'clock afternoon. Landing Passengers at Puriri. bbox=[787, 329, 938, 365]
hauraki-schedule: THE Fine New Side-wheel Steamer HAURAKI. FROM GRAHAMSTOWN. Monday and Tuesday, at 6 o'clock afternoon. FROM TARARU. Wednesday to Saturday, at 4 o'clock p.m. FROM AUCKLAND. Daily at 10 o'clock morning. bbox=[787, 57, 938, 112]
wood-tobacconist: TOBACCONIST and IMPORTER of HAVANA CIGARS, MEERSCHAUM PIPES, CONCERTINAS, and GENERAL FANCY GOODS. BEST CUT TOBACCO. bbox=[484, 920, 623, 957]
bales-blankets: BALES WHITE and COLORED BLANKETS, in All Sizes. bbox=[10, 914, 156, 942]
steamship-icon bbox=[787, 394, 827, 416]
teas-celebrated: OUR CELEBRATED TEAS are the Finest Importation of the Season, and will give Entire Satisfaction. bbox=[326, 330, 625, 339]
crimean-flannels: CRIMEAN FLANNELS—a Large Assortment and Good Patterns bbox=[638, 499, 775, 518]
shareholder-row: Hone, Ohinemuri, Miner ... 250 bbox=[947, 331, 1039, 340]
dissolution-text: NOTICE is hereby given that the Co-partnership heretofore existing between James Hopcroft, William McCullough, and Henry George Lyons Radford, carrying on business as Newspaper Proprietors and General Printers, at Albert street, Grahamstown, Borough of Thames, under the name, style or firm of "Hopcroft, McCullough and Co.," has been THIS DAY DISSOLVED by mutual consent, in so far as the said Henry George Lyons Radford is concerned, he having retired from the said co-partnership. bbox=[10, 765, 156, 866]
public-guarantee: All Goods Guaranteed of Superior Quality. bbox=[335, 750, 460, 759]
column-6 bbox=[943, 35, 1108, 1425]
crimean-shirts: 10 Dozen Men's All Wool large size Crimean Shirts, at 6s 11d each. bbox=[641, 893, 772, 912]
shareholder-row: James Brand Hannah, Ohinemuri, Miner ... 250 bbox=[947, 276, 1084, 285]
shares-column-heading: Shares. bbox=[1083, 220, 1104, 229]
shareholder-row: Gerald O'Halloran, Shortland, Agent ... 305 bbox=[947, 432, 1073, 441]
shareholder-row: John Edwin Macdonald, Grahamstown, Solicitor ... 10 bbox=[947, 635, 1104, 644]
french-and-co: FRENCH AND CO., bbox=[354, 367, 597, 394]
shareholder-row: Samuel Young, Ohinemuri, Hotelkeeper ... 151 bbox=[947, 608, 1083, 617]
list-item: 90 Cases COOKING APPLES bbox=[947, 956, 1055, 983]
homespuns-yards: 2,000 bbox=[635, 237, 680, 260]
issue-date: May 3, 1875 bbox=[6, 4, 62, 16]
macintosh-signature: J. MARSHALL. bbox=[198, 785, 283, 794]
